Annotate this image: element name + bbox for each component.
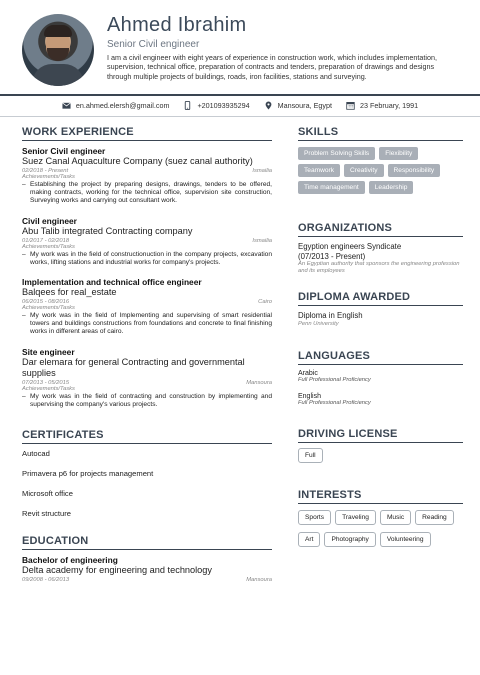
job-location: Mansoura xyxy=(246,379,272,386)
job-achievements-label: Achievements/Tasks xyxy=(22,243,75,250)
section-title-driving: DRIVING LICENSE xyxy=(298,428,398,441)
education-dates: 09/2008 - 06/2013 xyxy=(22,577,70,584)
section-title-diploma: DIPLOMA AWARDED xyxy=(298,291,411,304)
section-rule xyxy=(298,140,463,141)
job-entry xyxy=(22,146,272,206)
job-title: Senior Civil engineer xyxy=(22,146,106,156)
interest-tag: Sports xyxy=(298,510,331,525)
section-title-languages: LANGUAGES xyxy=(298,350,371,363)
right-column xyxy=(298,126,463,547)
interest-tag: Traveling xyxy=(335,510,376,525)
job-company: Suez Canal Aquaculture Company (suez canal authority) xyxy=(22,156,253,166)
job-entry xyxy=(22,347,272,409)
contact-bar xyxy=(0,96,480,114)
education-meta xyxy=(22,577,272,583)
driving-list xyxy=(298,448,463,463)
skill-tag: Creativity xyxy=(344,164,383,177)
job-description: – My work was in the field of contracting and construction by implementing and supervising the company's various projects. xyxy=(22,393,272,409)
section-title-experience: WORK EXPERIENCE xyxy=(22,126,134,138)
diploma-school: Penn University xyxy=(298,320,339,327)
job-description: – My work was in the field of constructionuction in the company projects, excavation works, lifting stations and industrial works for company's projects. xyxy=(22,251,272,267)
certificate-item: Microsoft office xyxy=(22,489,73,499)
contact-email[interactable] xyxy=(62,101,170,110)
language-level: Full Professional Proficiency xyxy=(298,400,371,407)
certificate-item: Autocad xyxy=(22,449,50,459)
section-rule xyxy=(298,236,463,237)
education-school: Delta academy for engineering and technology xyxy=(22,565,212,576)
job-dates: 06/2015 - 08/2016 xyxy=(22,299,70,306)
interest-tag: Photography xyxy=(324,532,375,547)
contact-location xyxy=(264,101,332,110)
section-title-organizations: ORGANIZATIONS xyxy=(298,222,393,234)
job-achievements-label: Achievements/Tasks xyxy=(22,305,75,312)
job-dates: 07/2013 - 05/2015 xyxy=(22,379,70,386)
contact-phone[interactable] xyxy=(183,101,249,110)
job-achievements-label: Achievements/Tasks xyxy=(22,385,75,392)
phone-icon xyxy=(183,101,192,110)
organization-name: Egyption engineers Syndicate xyxy=(298,242,402,251)
map-pin-icon xyxy=(264,101,273,110)
job-location: Cairo xyxy=(258,299,272,306)
candidate-name: Ahmed Ibrahim xyxy=(107,14,247,36)
resume-header xyxy=(0,0,480,94)
email-text: en.ahmed.elersh@gmail.com xyxy=(75,100,170,110)
skill-tag: Teamwork xyxy=(298,164,340,177)
section-title-certificates: CERTIFICATES xyxy=(22,429,104,442)
interest-tag: Reading xyxy=(415,510,454,525)
job-title: Implementation and technical office engineer xyxy=(22,277,202,288)
job-description: – My work was in the field of Implementing and supervising of smart residential towers and buildings constructions from foundations and concrete to final finishing works in different areas of cairo. xyxy=(22,312,272,337)
interests-list xyxy=(298,510,463,547)
skills-list xyxy=(298,147,463,194)
phone-text: +201093935294 xyxy=(197,100,250,110)
profile-photo xyxy=(22,14,94,86)
job-company: Balqees for real_estate xyxy=(22,287,117,298)
certificate-item: Revit structure xyxy=(22,509,71,519)
skill-tag: Time management xyxy=(298,181,365,194)
location-text: Mansoura, Egypt xyxy=(277,100,332,110)
section-title-interests: INTERESTS xyxy=(298,489,362,502)
job-description: – Establishing the project by preparing designs, drawings, tenders to be offered, making contracts, working for the technical office, supervision site construction, Surveying works and carrying out consultant work. xyxy=(22,181,272,206)
language-name: Arabic xyxy=(298,370,318,378)
language-level: Full Professional Proficiency xyxy=(298,377,371,384)
job-title: Site engineer xyxy=(22,346,75,357)
birthdate-text: 23 February, 1991 xyxy=(359,100,419,110)
education-degree: Bachelor of engineering xyxy=(22,555,118,566)
job-achievements-label: Achievements/Tasks xyxy=(22,174,75,180)
envelope-icon xyxy=(62,101,71,110)
driving-tag: Full xyxy=(298,448,323,463)
job-entry xyxy=(22,216,272,267)
section-rule xyxy=(22,549,272,550)
job-company: Abu Talib integrated Contracting company xyxy=(22,225,193,236)
diploma-name: Diploma in English xyxy=(298,311,363,321)
section-rule xyxy=(22,443,272,444)
interest-tag: Volunteering xyxy=(380,532,431,547)
job-company: Dar elemara for general Contracting and governmental supplies xyxy=(22,356,245,378)
contact-birthdate xyxy=(346,101,418,110)
organization-description: An Egyptian authority that sponsors the engineering profession and its employees xyxy=(298,261,460,275)
interest-tag: Music xyxy=(380,510,411,525)
skill-tag: Problem Solving Skills xyxy=(298,147,375,160)
organization-dates: (07/2013 - Present) xyxy=(298,251,366,261)
section-title-skills: SKILLS xyxy=(298,126,339,138)
section-rule xyxy=(298,305,463,306)
job-dates: 02/2018 - Present xyxy=(22,168,69,174)
calendar-icon xyxy=(346,101,355,110)
education-location: Mansoura xyxy=(246,577,272,584)
section-rule xyxy=(298,503,463,504)
skill-tag: Flexibility xyxy=(379,147,418,160)
interest-tag: Art xyxy=(298,532,320,547)
candidate-title: Senior Civil engineer xyxy=(107,39,200,50)
section-title-education: EDUCATION xyxy=(22,535,89,548)
job-location: Ismailia xyxy=(252,237,272,244)
language-item xyxy=(298,370,463,383)
job-dates: 01/2017 - 02/2018 xyxy=(22,237,70,244)
section-rule xyxy=(22,140,272,141)
section-rule xyxy=(298,442,463,443)
skill-tag: Responsibility xyxy=(388,164,441,177)
job-location: Ismailia xyxy=(252,168,272,174)
summary-text: I am a civil engineer with eight years of experience in construction work, which includes implementation, supervision, technical office, preparation of contracts and tenders, preparation of drawings and designs through multiple projects of buildings, roads, iron facilities, stations and surveying. xyxy=(107,53,437,81)
skill-tag: Leadership xyxy=(369,181,414,194)
language-item xyxy=(298,393,463,406)
job-entry xyxy=(22,277,272,337)
contact-divider xyxy=(0,116,480,117)
certificate-item: Primavera p6 for projects management xyxy=(22,469,154,479)
section-rule xyxy=(298,364,463,365)
left-column xyxy=(22,126,272,583)
job-title: Civil engineer xyxy=(22,215,77,226)
language-name: English xyxy=(298,393,321,401)
